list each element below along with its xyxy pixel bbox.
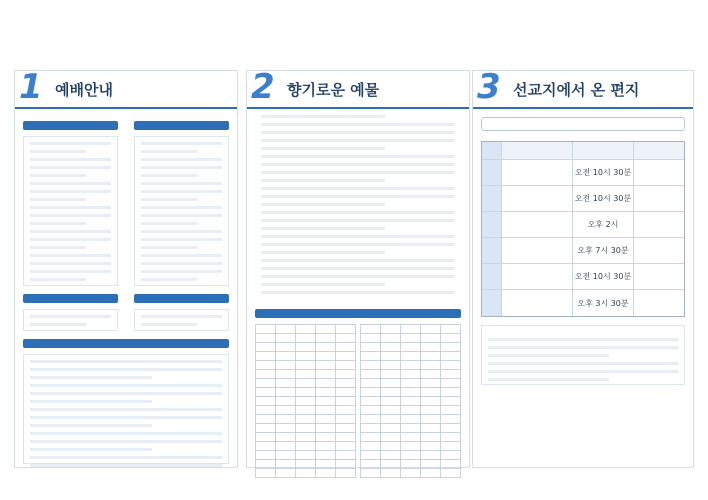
district-report-table-right (360, 324, 461, 478)
course-pastor (634, 238, 684, 263)
schedule-header-row (482, 142, 684, 160)
schedule-row (482, 238, 684, 264)
course-time: 오후 2시 (573, 212, 634, 237)
worship-order-block (23, 136, 118, 286)
serving-people-block (481, 325, 685, 385)
panel-header (15, 67, 237, 109)
course-time: 오후 7시 30분 (573, 238, 634, 263)
panel-number: 3 (477, 67, 501, 107)
district-report-table-left (255, 324, 356, 478)
schedule-row (482, 160, 684, 186)
panel-title: 향기로운 예물 (287, 80, 380, 99)
dawn-prayer-block (23, 309, 118, 331)
worship-guide-panel (14, 67, 238, 468)
course-pastor (634, 212, 684, 237)
panel-number: 1 (19, 67, 43, 107)
time-header (573, 142, 634, 159)
course-name (502, 212, 573, 237)
course-name (502, 238, 573, 263)
course-time: 오전 10시 30분 (573, 160, 634, 185)
panel-number: 2 (251, 67, 275, 107)
panel-title: 선교지에서 온 편지 (513, 80, 640, 99)
course-time: 오전 10시 30분 (573, 186, 634, 211)
course-time: 오후 3시 30분 (573, 290, 634, 316)
course-pastor (634, 186, 684, 211)
course-pastor (634, 160, 684, 185)
friday-prayer-block (134, 309, 229, 331)
course-name (502, 290, 573, 316)
section-bar (255, 309, 461, 318)
section-bar (23, 294, 118, 303)
schedule-row (482, 264, 684, 290)
schedule-row (482, 290, 684, 316)
section-bar (134, 121, 229, 130)
course-time: 오전 10시 30분 (573, 264, 634, 289)
schedule-title (481, 117, 685, 131)
course-name (502, 186, 573, 211)
service-roster-block (23, 354, 229, 464)
course-name (502, 160, 573, 185)
weekday-worship-block (134, 136, 229, 286)
schedule-table (481, 141, 685, 317)
section-bar (134, 294, 229, 303)
day-header (482, 142, 502, 159)
panel-header (247, 67, 469, 109)
section-bar (23, 121, 118, 130)
schedule-row (482, 186, 684, 212)
panel-header (473, 67, 693, 109)
course-pastor (634, 264, 684, 289)
offering-list-block (255, 115, 461, 305)
schedule-row (482, 212, 684, 238)
course-name (502, 264, 573, 289)
missionary-letter-panel (472, 67, 694, 468)
section-bar (23, 339, 229, 348)
panel-title: 예배안내 (55, 80, 113, 99)
offering-panel (246, 67, 470, 468)
pastor-header (634, 142, 684, 159)
course-pastor (634, 290, 684, 316)
course-header (502, 142, 573, 159)
